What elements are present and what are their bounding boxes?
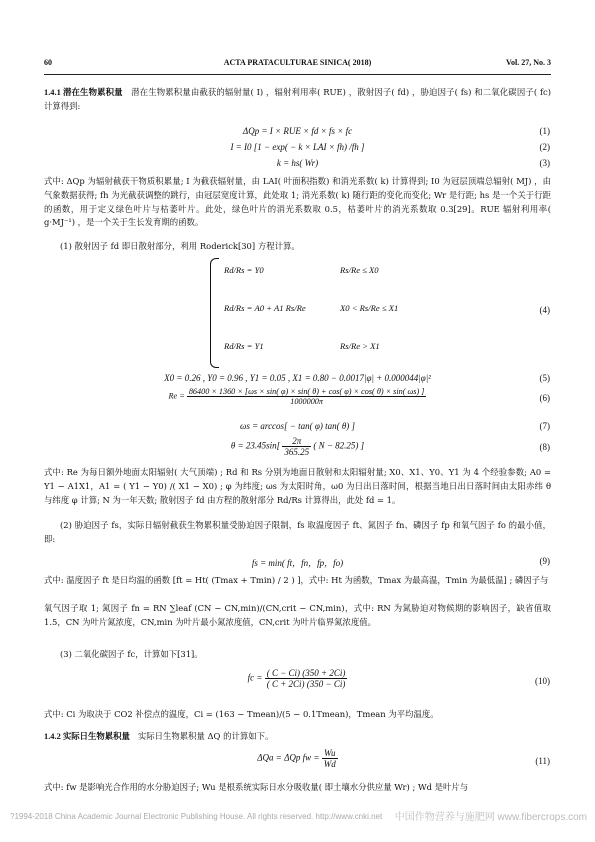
equation-number: (6): [539, 393, 550, 403]
section-1-4-1-intro: [44, 86, 551, 114]
equation-lhs: Re =: [168, 391, 185, 401]
case-2-right: X0 < Rs/Re ≤ X1: [340, 303, 399, 313]
numerator: Wu: [322, 748, 338, 759]
case-1-right: Rs/Re ≤ X0: [340, 265, 379, 275]
description-paragraph-3a: 式中: 温度因子 ft 是日均温的函数 [ft = Ht( (Tmax + Tmin) / 2 ) ]，式中: Ht 为函数，Tmax 为最高温，Tmin 为最低温] ; 磷因子与: [44, 575, 549, 585]
equation-lhs: ΔQa = ΔQp fw =: [257, 752, 320, 763]
equation-rhs: ( N − 82.25) ]: [313, 440, 365, 451]
case-1-left: Rd/Rs = Y0: [224, 265, 264, 275]
journal-title: ACTA PRATACULTURAE SINICA( 2018): [223, 58, 372, 67]
equation-body: k = hs( Wr): [276, 158, 319, 168]
description-paragraph-2: 式中: Re 为每日额外地面太阳辐射( 大气顶端) ; Rd 和 Rs 分别为地面日散射和太阳辐射量; X0、X1、Y0、Y1 为 4 个经验参数; A0 = Y1 − A1X1，A1 = ( Y1 − Y0) /( X1 − X0) ; φ 为纬度; ωs 为太阳时角，ω0 为日出日落时间，根据当地日出日落时间由太阳赤纬 θ 与纬度 φ 计算; N 为一年天数; 散射因子 fd 由方程的散射部分 Rd/Rs 计算得出，此处 fd = 1。: [44, 467, 551, 505]
equation-number: (2): [539, 142, 550, 152]
volume-info: Vol. 27, No. 3: [505, 58, 551, 67]
equation-number: (4): [539, 305, 550, 315]
fraction: [187, 387, 427, 406]
denominator: 365.25: [284, 447, 310, 457]
equation-number: (5): [539, 373, 550, 383]
header-rule: [44, 74, 551, 75]
equation-body: ΔQp = I × RUE × fd × fs × fc: [242, 126, 353, 136]
numerator: 2π: [282, 436, 311, 447]
equation-number: (8): [539, 442, 550, 452]
equation-body: fs = min( ft，fn，fp，fo): [251, 558, 344, 568]
paragraph-diffuse-factor: (1) 散射因子 fd 即日散射部分，利用 Roderick[30] 方程计算。: [60, 241, 300, 251]
section-heading: 1.4.1 潜在生物累积量: [44, 88, 123, 97]
description-paragraph-3b: 氧气因子取 1; 氮因子 fn = RN ∑leaf (CN − CN,min)/(CN,crit − CN,min)，式中: RN 为氮胁迫对物候期的影响因子，缺省值取 1.5，CN 为叶片氮浓度，CN,min 为叶片最小氮浓度值，CN,crit 为叶片临界氮浓度值。: [44, 603, 551, 627]
equation-number: (11): [535, 756, 550, 766]
fraction: [322, 748, 338, 769]
paragraph-text: 潜在生物累积量由截获的辐射量( I) ，辐射利用率( RUE) ，散射因子( fd) ，胁迫因子( fs) 和二氧化碳因子( fc) 计算得到:: [44, 87, 552, 111]
equation-number: (1): [539, 126, 550, 136]
paragraph-co2-factor: (3) 二氧化碳因子 fc，计算如下[31]。: [60, 649, 203, 659]
equation-body: X0 = 0.26 , Y0 = 0.96 , Y1 = 0.05 , X1 = 0.80 − 0.0017|φ| + 0.000044|φ|²: [164, 373, 431, 383]
denominator: 1000000π: [290, 397, 323, 406]
case-3-left: Rd/Rs = Y1: [224, 341, 264, 351]
section-heading: 1.4.2 实际日生物累积量: [44, 732, 130, 741]
description-paragraph-5: 式中: fw 是影响光合作用的水分胁迫因子; Wu 是根系统实际日水分吸收量( 即土壤水分供应量 Wr) ; Wd 是叶片与: [44, 782, 469, 792]
denominator: ( C + 2Ci) (350 − Ci): [266, 679, 346, 689]
equation-body: ωs = arccos[ − tan( φ) tan( θ) ]: [239, 421, 356, 431]
description-paragraph: 式中: ΔQp 为辐射截获干物质积累量; I 为截获辐射量，由 LAI( 叶面积指数) 和消光系数( k) 计算得到; I0 为冠层顶端总辐射( MJ) ，由气象数据获得; fh 为光截获调整的跳行，由冠层宽度计算，此处取 1; 消光系数( k) 随行距的变化而变化; Wr 是行距; hs 是一个关于行距的函数，用于定义绿色叶片与枯萎叶片。此处，绿色叶片的消光系数取 0.5，枯萎叶片的消光系数取 0.3[29]。RUE 辐射利用率( g·MJ⁻¹) ，是一个关于生长发育期的函数。: [44, 176, 551, 228]
paragraph-stress-factor: (2) 胁迫因子 fs，实际日辐射截获生物累积量受胁迫因子限制，fs 取温度因子 ft、氮因子 fn、磷因子 fp 和氧气因子 fo 的最小值，即:: [44, 520, 551, 544]
denominator: Wd: [323, 759, 336, 769]
paragraph-text: 实际日生物累积量 ΔQ 的计算如下。: [137, 731, 274, 741]
cases-brace: [210, 258, 219, 368]
equation-body: I = I0 [1 − exp( − k × LAI × fh) /fh ]: [230, 142, 365, 152]
section-1-4-2-intro: [44, 730, 551, 744]
case-2-left: Rd/Rs = A0 + A1 Rs/Re: [224, 303, 306, 313]
page-number: 60: [44, 58, 52, 67]
equation-lhs: fc =: [247, 672, 263, 683]
equation-number: (3): [539, 158, 550, 168]
description-paragraph-4: 式中: Ci 为取决于 CO2 补偿点的温度，Ci = (163 − Tmean)/(5 − 0.1Tmean)，Tmean 为平均温度。: [44, 709, 439, 719]
copyright-footer: ?1994-2018 China Academic Journal Electronic Publishing House. All rights reserved. http://www.cnki.net: [10, 812, 383, 821]
equation-number: (7): [539, 421, 550, 431]
numerator: ( C − Ci) (350 + 2Ci): [266, 668, 346, 678]
equation-lhs: θ = 23.45sin[: [230, 440, 281, 451]
fraction: [265, 668, 348, 689]
equation-number: (9): [539, 556, 550, 566]
numerator: 86400 × 1360 × [ωs × sin( φ) × sin( θ) + cos( φ) × cos( θ) × sin( ωs) ]: [188, 387, 425, 396]
watermark: 中国作物营养与施肥网 www.fibercrops.com: [394, 812, 587, 823]
case-3-right: Rs/Re > X1: [340, 341, 380, 351]
equation-number: (10): [535, 676, 550, 686]
fraction: [282, 436, 311, 457]
